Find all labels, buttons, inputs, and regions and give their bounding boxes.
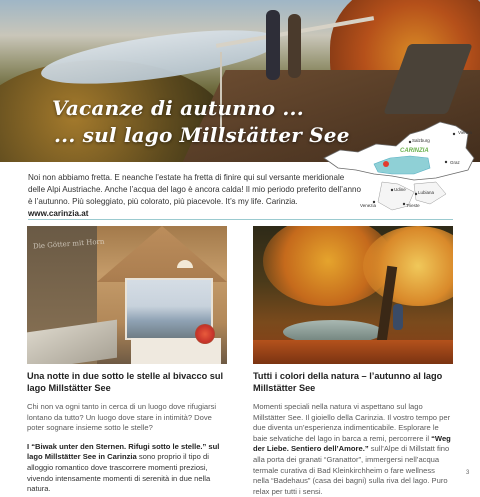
map-city-label: Trieste bbox=[406, 203, 420, 208]
card-body: Chi non va ogni tanto in cerca di un luogo dove rifugiarsi lontano da tutto? Un luogo dove stare in intimità? Dove poter sognare insieme sotto le stelle? bbox=[27, 402, 217, 433]
page-number: 3 bbox=[466, 470, 470, 476]
map-city-label: Udine bbox=[394, 187, 406, 192]
card-body bbox=[27, 442, 227, 495]
forest-photo bbox=[253, 226, 453, 364]
interior-photo bbox=[27, 226, 227, 364]
map-city-label: Venezia bbox=[360, 203, 377, 208]
flowers-icon bbox=[195, 324, 215, 344]
card-body-emphasis: I “Biwak unter den Sternen. Rifugi sotto le stelle.” sul lago Millstätter See in Carinzia bbox=[27, 441, 220, 462]
hiker-figure bbox=[393, 304, 403, 330]
card-title: Tutti i colori della natura – l’autunno al lago Millstätter See bbox=[253, 371, 443, 393]
card-body-emphasis: “Weg der Liebe. Sentiero dell’Amore.” bbox=[253, 433, 451, 454]
hero-title-line2: ... sul lago Millstätter See bbox=[54, 123, 350, 147]
card-body-text: sull’Alpe di Millstatt fino alla porta dei granati “Granattor”, immergersi nell’acqua termale curativa di Bad Kleinkirchheim o fare wellness nella “Badehaus” (casa dei bagni) sulla riva del lago. Puro relax per tutti i sensi. bbox=[253, 444, 450, 496]
map-city-label: Vienna bbox=[458, 130, 472, 135]
intro-text: Noi non abbiamo fretta. E neanche l’estate ha fretta di finire qui sul versante meridionale delle Alpi Austriache. Anche l’acqua del lago è ancora calda! Il mio periodo preferito dell’anno è l’autunno. Più soleggiato, più colorato, più piacevole. It’s my life. Carinzia. bbox=[28, 173, 361, 207]
card-body-text: sono proprio il tipo di alloggio romantico dove trascorrere momenti preziosi, vivendo intensamente momenti di serenità in due nella natura. bbox=[27, 452, 211, 494]
article-card-bivouac bbox=[27, 226, 227, 495]
card-body bbox=[253, 402, 453, 497]
map-region-label: CARINZIA bbox=[400, 148, 429, 154]
intro-paragraph bbox=[28, 172, 363, 220]
wall-lettering: Die Götter mit Horn bbox=[32, 237, 105, 251]
map-city-label: Lubiana bbox=[418, 190, 435, 195]
hero-title-line1: Vacanze di autunno ... bbox=[52, 96, 304, 120]
divider bbox=[28, 219, 453, 220]
website-link[interactable]: www.carinzia.at bbox=[28, 209, 89, 219]
article-card-autumn bbox=[253, 226, 453, 497]
card-body-text: Momenti speciali nella natura vi aspettano sul lago Millstätter See. Il gioiello della Carinzia. Il vostro tempo per due diventa un’esperienza indimenticabile. Esplorare le baie selvatiche del lago in barca a remi, percorrere il bbox=[253, 402, 451, 443]
hero-title bbox=[52, 95, 350, 149]
map-city-label: Salzburg bbox=[412, 138, 430, 143]
person-figure bbox=[288, 14, 301, 78]
map-city-label: Graz bbox=[450, 160, 460, 165]
person-figure bbox=[266, 10, 280, 80]
card-title: Una notte in due sotto le stelle al bivacco sul lago Millstätter See bbox=[27, 371, 224, 393]
